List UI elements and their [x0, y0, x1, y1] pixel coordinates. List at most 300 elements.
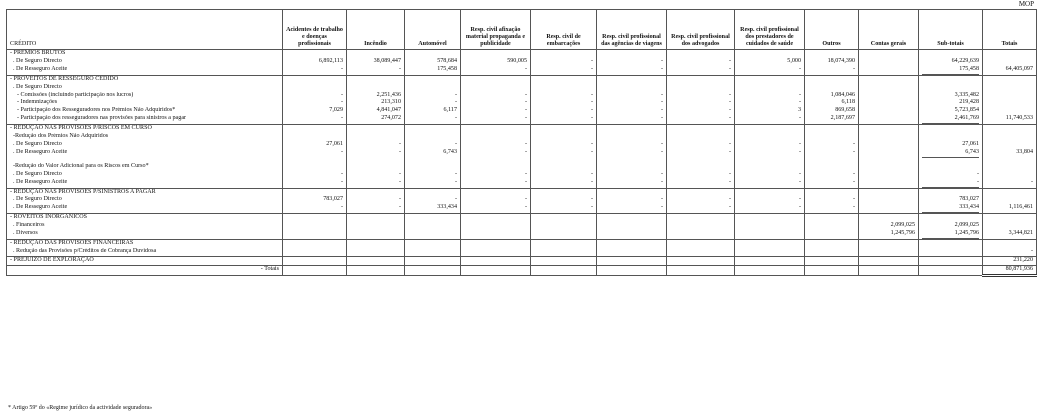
- cell-value: -: [728, 196, 731, 203]
- table-row: [7, 149, 1037, 158]
- value-cell: [461, 75, 531, 83]
- table-row: [7, 179, 1037, 188]
- cell-value: 11,740,533: [1005, 115, 1033, 122]
- cell-value: -: [660, 65, 663, 72]
- cell-value: 333,434: [437, 204, 457, 211]
- subtotal-cell: [919, 222, 983, 230]
- cell-value: -: [398, 65, 401, 72]
- value-cell: [405, 222, 461, 230]
- cell-value: -: [340, 204, 343, 211]
- table-row: [7, 222, 1037, 230]
- cell-value: 64,229,639: [951, 57, 979, 64]
- value-cell: [405, 188, 461, 196]
- value-cell: [597, 66, 667, 75]
- table-row: [7, 66, 1037, 75]
- value-cell: [405, 248, 461, 256]
- cell-value: 6,117: [443, 107, 457, 114]
- cell-value: -: [660, 196, 663, 203]
- table-row: [7, 141, 1037, 149]
- value-cell: [735, 188, 805, 196]
- value-cell: [405, 99, 461, 107]
- value-cell: [735, 163, 805, 171]
- value-cell: [405, 125, 461, 133]
- value-cell: [347, 222, 405, 230]
- cell-value: 64,405,097: [1005, 65, 1033, 72]
- totals-label: - Totais: [7, 265, 283, 275]
- cell-value: -: [398, 170, 401, 177]
- table-row: [7, 107, 1037, 115]
- value-cell: [859, 107, 919, 115]
- cell-value: -: [728, 204, 731, 211]
- value-cell: [531, 75, 597, 83]
- value-cell: [531, 141, 597, 149]
- cell-value: 6,892,113: [318, 57, 343, 64]
- column-header: Resp. civil de embarcações: [531, 10, 597, 50]
- value-cell: [805, 248, 859, 256]
- currency-label: MOP: [1018, 0, 1034, 8]
- value-cell: [805, 92, 859, 100]
- value-cell: [283, 248, 347, 256]
- subtotal-cell: [919, 214, 983, 222]
- cell-value: -: [454, 140, 457, 147]
- value-cell: [735, 149, 805, 158]
- section-row: [7, 214, 1037, 222]
- total-cell: [983, 196, 1037, 204]
- subtotal-cell: [919, 75, 983, 83]
- cell-value: -: [590, 91, 593, 98]
- empty-cell: [531, 265, 597, 275]
- subtotal-cell: [919, 230, 983, 239]
- value-cell: [597, 84, 667, 92]
- cell-value: 783,027: [323, 196, 343, 203]
- value-cell: [283, 179, 347, 188]
- cell-value: -: [340, 148, 343, 155]
- subtotal-cell: [919, 256, 983, 265]
- table-row: [7, 171, 1037, 179]
- cell-value: -: [660, 148, 663, 155]
- value-cell: [735, 66, 805, 75]
- subtotal-cell: [919, 99, 983, 107]
- cell-value: 783,027: [959, 196, 979, 203]
- value-cell: [531, 188, 597, 196]
- value-cell: [283, 141, 347, 149]
- value-cell: [347, 230, 405, 239]
- value-cell: [597, 50, 667, 58]
- cell-value: -: [340, 115, 343, 122]
- value-cell: [859, 50, 919, 58]
- value-cell: [283, 58, 347, 66]
- empty-cell: [405, 265, 461, 275]
- value-cell: [667, 115, 735, 124]
- value-cell: [667, 230, 735, 239]
- cell-value: -: [524, 65, 527, 72]
- cell-value: -: [590, 148, 593, 155]
- value-cell: [461, 149, 531, 158]
- value-cell: [283, 99, 347, 107]
- value-cell: [805, 188, 859, 196]
- value-cell: [805, 133, 859, 141]
- empty-cell: [667, 265, 735, 275]
- value-cell: [859, 58, 919, 66]
- cell-value: 213,310: [381, 99, 401, 106]
- value-cell: [283, 125, 347, 133]
- cell-value: 175,458: [922, 66, 979, 75]
- cell-value: -: [454, 170, 457, 177]
- value-cell: [531, 115, 597, 124]
- total-cell: [983, 99, 1037, 107]
- cell-value: -: [398, 196, 401, 203]
- value-cell: [805, 222, 859, 230]
- value-cell: [461, 179, 531, 188]
- cell-value: 38,089,447: [373, 57, 401, 64]
- value-cell: [531, 99, 597, 107]
- row-label: - Participação dos Resseguradores nos Prémios Não Adquiridos*: [7, 107, 283, 115]
- value-cell: [405, 75, 461, 83]
- value-cell: [735, 179, 805, 188]
- cell-value: -: [590, 170, 593, 177]
- value-cell: [405, 58, 461, 66]
- total-cell: [983, 163, 1037, 171]
- cell-value: -: [590, 196, 593, 203]
- cell-value: -: [660, 91, 663, 98]
- cell-value: 869,658: [835, 107, 855, 114]
- total-cell: [983, 188, 1037, 196]
- cell-value: -: [660, 57, 663, 64]
- subtotal-cell: [919, 179, 983, 188]
- value-cell: [347, 66, 405, 75]
- value-cell: [461, 230, 531, 239]
- total-cell: [983, 133, 1037, 141]
- value-cell: [859, 196, 919, 204]
- value-cell: [597, 133, 667, 141]
- value-cell: [461, 141, 531, 149]
- cell-value: -: [590, 65, 593, 72]
- column-header: Resp. civil afixação material propaganda e publicidade: [461, 10, 531, 50]
- credit-statement: [6, 9, 1036, 277]
- value-cell: [805, 196, 859, 204]
- value-cell: [805, 179, 859, 188]
- empty-cell: [347, 265, 405, 275]
- section-label: - REDUÇÃO DAS PROVISÕES FINANCEIRAS: [7, 239, 283, 247]
- row-label: - Indemnizações: [7, 99, 283, 107]
- cell-value: 219,428: [959, 99, 979, 106]
- cell-value: -: [524, 148, 527, 155]
- row-label: . Financeiros: [7, 222, 283, 230]
- value-cell: [283, 92, 347, 100]
- value-cell: [805, 149, 859, 158]
- value-cell: [667, 66, 735, 75]
- cell-value: -: [524, 91, 527, 98]
- cell-value: -: [798, 204, 801, 211]
- cell-value: -: [524, 107, 527, 114]
- cell-value: -: [340, 178, 343, 185]
- cell-value: 333,434: [922, 204, 979, 213]
- value-cell: [667, 107, 735, 115]
- value-cell: [735, 58, 805, 66]
- value-cell: [805, 50, 859, 58]
- total-cell: [983, 204, 1037, 213]
- value-cell: [859, 66, 919, 75]
- value-cell: [735, 75, 805, 83]
- table-row: [7, 84, 1037, 92]
- total-cell: [983, 256, 1037, 265]
- cell-value: -: [798, 148, 801, 155]
- table-row: [7, 204, 1037, 213]
- empty-cell: [919, 265, 983, 275]
- section-label: - REDUÇÃO NAS PROVISÕES P/RISCOS EM CURSO: [7, 125, 283, 133]
- value-cell: [735, 248, 805, 256]
- value-cell: [597, 107, 667, 115]
- value-cell: [597, 58, 667, 66]
- subtotal-cell: [919, 58, 983, 66]
- cell-value: -: [798, 196, 801, 203]
- value-cell: [859, 179, 919, 188]
- cell-value: -: [728, 107, 731, 114]
- value-cell: [735, 196, 805, 204]
- value-cell: [531, 58, 597, 66]
- cell-value: -: [524, 170, 527, 177]
- value-cell: [347, 58, 405, 66]
- value-cell: [461, 50, 531, 58]
- cell-value: -: [728, 65, 731, 72]
- total-cell: [983, 125, 1037, 133]
- value-cell: [347, 115, 405, 124]
- value-cell: [461, 256, 531, 265]
- table-body: [7, 50, 1037, 276]
- cell-value: 27,061: [962, 140, 979, 147]
- cell-value: 18,074,390: [827, 57, 855, 64]
- column-header: Outros: [805, 10, 859, 50]
- cell-value: -: [852, 170, 855, 177]
- column-header: Automóvel: [405, 10, 461, 50]
- cell-value: 1,245,796: [890, 230, 915, 237]
- subtotal-cell: [919, 107, 983, 115]
- value-cell: [667, 141, 735, 149]
- value-cell: [667, 99, 735, 107]
- cell-value: -: [660, 115, 663, 122]
- cell-value: 5,723,854: [954, 107, 979, 114]
- cell-value: 1,116,461: [1008, 204, 1033, 211]
- value-cell: [597, 188, 667, 196]
- value-cell: [283, 222, 347, 230]
- total-cell: [983, 222, 1037, 230]
- row-label: . De Seguro Directo: [7, 171, 283, 179]
- value-cell: [735, 239, 805, 247]
- value-cell: [735, 230, 805, 239]
- cell-value: -: [524, 178, 527, 185]
- value-cell: [283, 149, 347, 158]
- cell-value: -: [728, 57, 731, 64]
- value-cell: [667, 163, 735, 171]
- total-cell: [983, 84, 1037, 92]
- cell-value: 578,684: [437, 57, 457, 64]
- total-cell: [983, 149, 1037, 158]
- cell-value: -: [728, 148, 731, 155]
- value-cell: [405, 214, 461, 222]
- value-cell: [347, 239, 405, 247]
- cell-value: -: [728, 115, 731, 122]
- row-label: . De Seguro Directo: [7, 141, 283, 149]
- row-label: -Redução do Valor Adicional para os Riscos em Curso*: [7, 163, 283, 171]
- row-label: . Redução das Provisões p/Créditos de Cobrança Duvidosa: [7, 248, 283, 256]
- total-cell: [983, 115, 1037, 124]
- value-cell: [405, 133, 461, 141]
- row-label: . De Resseguro Aceite: [7, 204, 283, 213]
- cell-value: -: [798, 140, 801, 147]
- empty-cell: [735, 265, 805, 275]
- table-row: [7, 196, 1037, 204]
- cell-value: 33,804: [1016, 148, 1033, 155]
- cell-value: -: [728, 99, 731, 106]
- value-cell: [735, 125, 805, 133]
- value-cell: [735, 133, 805, 141]
- table-row: [7, 230, 1037, 239]
- column-header-credit: CRÉDITO: [7, 10, 283, 50]
- value-cell: [283, 196, 347, 204]
- value-cell: [405, 115, 461, 124]
- value-cell: [283, 171, 347, 179]
- value-cell: [667, 92, 735, 100]
- value-cell: [667, 222, 735, 230]
- value-cell: [859, 99, 919, 107]
- column-header: Resp. civil profissional das agências de viagens: [597, 10, 667, 50]
- value-cell: [531, 196, 597, 204]
- cell-value: 3: [797, 107, 801, 114]
- cell-value: -: [1030, 247, 1033, 254]
- value-cell: [667, 84, 735, 92]
- value-cell: [347, 50, 405, 58]
- value-cell: [283, 256, 347, 265]
- value-cell: [735, 214, 805, 222]
- value-cell: [859, 256, 919, 265]
- value-cell: [283, 75, 347, 83]
- value-cell: [347, 248, 405, 256]
- cell-value: 5,000: [787, 57, 801, 64]
- value-cell: [531, 230, 597, 239]
- subtotal-cell: [919, 50, 983, 58]
- value-cell: [347, 188, 405, 196]
- value-cell: [347, 256, 405, 265]
- cell-value: -: [454, 99, 457, 106]
- cell-value: -: [454, 178, 457, 185]
- value-cell: [735, 115, 805, 124]
- section-label: - REDUÇÃO NAS PROVISÕES P/SINISTROS A PAGAR: [7, 188, 283, 196]
- cell-value: -: [852, 148, 855, 155]
- value-cell: [597, 204, 667, 213]
- cell-value: -: [798, 178, 801, 185]
- cell-value: 4,841,047: [376, 107, 401, 114]
- value-cell: [597, 196, 667, 204]
- total-cell: [983, 248, 1037, 256]
- value-cell: [805, 107, 859, 115]
- value-cell: [859, 125, 919, 133]
- section-row: [7, 256, 1037, 265]
- footnote: * Artigo 59º do «Regime jurídico da actividade seguradora»: [8, 405, 153, 411]
- value-cell: [667, 188, 735, 196]
- cell-value: -: [340, 91, 343, 98]
- value-cell: [347, 99, 405, 107]
- subtotal-cell: [919, 66, 983, 75]
- value-cell: [597, 163, 667, 171]
- value-cell: [283, 239, 347, 247]
- value-cell: [347, 141, 405, 149]
- value-cell: [347, 125, 405, 133]
- subtotal-cell: [919, 163, 983, 171]
- cell-value: -: [398, 178, 401, 185]
- table-row: [7, 115, 1037, 124]
- column-header: Acidentes de trabalho e doenças profissionais: [283, 10, 347, 50]
- cell-value: -: [524, 140, 527, 147]
- value-cell: [859, 92, 919, 100]
- value-cell: [347, 204, 405, 213]
- value-cell: [597, 92, 667, 100]
- value-cell: [597, 256, 667, 265]
- cell-value: -: [852, 178, 855, 185]
- cell-value: -: [660, 178, 663, 185]
- cell-value: -: [524, 204, 527, 211]
- value-cell: [405, 179, 461, 188]
- total-cell: [983, 92, 1037, 100]
- cell-value: -: [660, 204, 663, 211]
- cell-value: -: [660, 140, 663, 147]
- value-cell: [667, 179, 735, 188]
- value-cell: [347, 84, 405, 92]
- value-cell: [597, 141, 667, 149]
- value-cell: [531, 149, 597, 158]
- cell-value: -: [454, 115, 457, 122]
- cell-value: -: [798, 170, 801, 177]
- cell-value: -: [590, 115, 593, 122]
- value-cell: [531, 84, 597, 92]
- value-cell: [805, 214, 859, 222]
- value-cell: [461, 84, 531, 92]
- cell-value: -: [590, 107, 593, 114]
- value-cell: [859, 222, 919, 230]
- cell-value: -: [398, 140, 401, 147]
- value-cell: [347, 75, 405, 83]
- value-cell: [347, 92, 405, 100]
- value-cell: [859, 239, 919, 247]
- value-cell: [859, 163, 919, 171]
- total-cell: [983, 75, 1037, 83]
- empty-cell: [283, 265, 347, 275]
- value-cell: [283, 230, 347, 239]
- value-cell: [405, 239, 461, 247]
- value-cell: [805, 99, 859, 107]
- value-cell: [405, 141, 461, 149]
- value-cell: [667, 204, 735, 213]
- cell-value: -: [340, 99, 343, 106]
- section-label: - PROVEITOS DE RESSEGURO CEDIDO: [7, 75, 283, 83]
- value-cell: [461, 99, 531, 107]
- value-cell: [531, 163, 597, 171]
- grand-total-value: 80,871,936: [983, 265, 1037, 275]
- section-row: [7, 50, 1037, 58]
- row-label: . De Seguro Directo: [7, 84, 283, 92]
- value-cell: [531, 256, 597, 265]
- value-cell: [597, 171, 667, 179]
- value-cell: [805, 163, 859, 171]
- value-cell: [283, 214, 347, 222]
- table-row: [7, 248, 1037, 256]
- value-cell: [667, 125, 735, 133]
- subtotal-cell: [919, 204, 983, 213]
- cell-value: -: [454, 196, 457, 203]
- value-cell: [347, 214, 405, 222]
- value-cell: [405, 92, 461, 100]
- cell-value: -: [524, 115, 527, 122]
- value-cell: [859, 133, 919, 141]
